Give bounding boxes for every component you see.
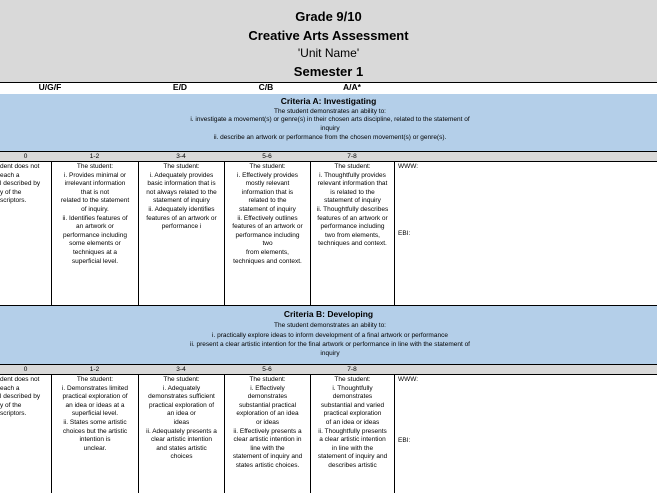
criteria-b-line: The student demonstrates an ability to:	[273, 322, 386, 329]
descriptor-line: i. Demonstrates limited	[61, 384, 129, 392]
descriptor-line: two	[262, 240, 273, 248]
descriptor-line: clear artistic intention	[150, 436, 213, 444]
descriptor-line: ii. Adequately identifies	[148, 205, 215, 213]
descriptor-line: an idea or ideas at a	[65, 401, 125, 409]
descriptor-line: clear artistic intention in	[233, 436, 302, 444]
descriptor-line: techniques and context.	[318, 240, 387, 248]
descriptor-line: performance including	[320, 223, 385, 231]
descriptor-line: ii. Thoughtfully describes	[316, 205, 389, 213]
descriptor-line: features of an artwork or	[232, 223, 303, 231]
descriptor-line: i. Thoughtfully provides	[319, 171, 386, 179]
band-label: 3-4	[176, 153, 186, 160]
descriptor-line: demonstrates	[332, 393, 373, 401]
descriptor-line: some elements or	[69, 240, 121, 248]
document-header	[0, 0, 657, 82]
descriptor-line: ii. Identifies features of	[62, 214, 128, 222]
descriptor-line: features of an artwork or	[317, 214, 388, 222]
www-label: WWW:	[398, 376, 419, 383]
descriptor-line: statement of inquiry	[324, 197, 381, 205]
descriptor-line: substantial and varied	[320, 401, 385, 409]
descriptor-line: from elements,	[246, 248, 289, 256]
descriptor-band-1-2	[52, 375, 139, 493]
descriptor-line: superficial level.	[71, 257, 119, 265]
www-label: WWW:	[398, 163, 419, 170]
criteria-a-line: i. investigate a movement(s) or genre(s) in their chosen arts discipline, related to the statement of	[190, 116, 470, 123]
criteria-b-descriptor-row	[0, 375, 657, 493]
descriptor-line: ii. Effectively presents a	[233, 427, 302, 435]
descriptor-line: intention is	[79, 436, 111, 444]
descriptor-line: dent does not	[0, 376, 40, 383]
criteria-a-line: The student demonstrates an ability to:	[273, 108, 386, 115]
grade-title: Grade 9/10	[295, 9, 362, 24]
descriptor-line: performance i	[161, 223, 202, 231]
descriptor-line: a clear artistic intention	[319, 436, 386, 444]
descriptor-line: i. Adequately	[162, 384, 201, 392]
criteria-a-title: Criteria A: Investigating	[280, 96, 377, 106]
criteria-b-line: i. practically explore ideas to inform development of a final artwork or performance	[212, 332, 448, 339]
descriptor-line: The student:	[163, 163, 200, 170]
descriptor-line: The student:	[163, 376, 200, 383]
descriptor-line: relevant information that	[317, 180, 388, 188]
descriptor-line: statement of inquiry	[153, 197, 210, 205]
descriptor-line: i. Provides minimal or	[63, 171, 127, 179]
descriptor-line: demonstrates	[247, 393, 288, 401]
descriptor-line: information that is	[241, 188, 294, 196]
descriptor-line: The student:	[76, 163, 114, 170]
ebi-label: EBI:	[398, 230, 411, 237]
descriptor-line: practical exploration of	[62, 393, 128, 401]
unit-name: 'Unit Name'	[297, 46, 360, 60]
descriptor-line: i. Effectively	[250, 384, 285, 392]
descriptor-line: The student:	[334, 163, 371, 170]
descriptor-line: mostly relevant	[245, 180, 290, 188]
descriptor-line: exploration of an idea	[236, 410, 299, 418]
descriptor-line: The student:	[249, 376, 286, 383]
band-label: 0	[23, 153, 28, 160]
descriptor-line: features of an artwork or	[146, 214, 217, 222]
descriptor-line: i. Effectively provides	[237, 171, 298, 179]
band-label: 3-4	[176, 366, 186, 373]
descriptor-line: or ideas	[255, 418, 280, 426]
criteria-b-line: ii. present a clear artistic intention for the final artwork or performance in line with the statement of	[190, 341, 470, 348]
descriptor-line: i. Adequately provides	[149, 171, 214, 179]
descriptor-line: not always related to the	[146, 188, 217, 196]
descriptor-line: scriptors.	[0, 197, 27, 205]
descriptor-line: statement of inquiry and	[317, 453, 388, 461]
band-label: 5-6	[262, 366, 272, 373]
descriptor-line: techniques at a	[72, 248, 118, 256]
descriptor-line: statement of inquiry and	[232, 453, 303, 461]
ebi-label: EBI:	[398, 437, 411, 444]
band-label: 7-8	[347, 366, 357, 373]
descriptor-line: superficial level.	[71, 410, 119, 418]
descriptor-line: i. Thoughtfully	[332, 384, 373, 392]
grade-band-ugf: U/G/F	[38, 82, 62, 92]
descriptor-line: The student:	[334, 376, 371, 383]
criteria-b-line: inquiry	[320, 350, 340, 357]
descriptor-line: The student:	[249, 163, 286, 170]
criteria-a-header	[0, 94, 657, 152]
band-label: 5-6	[262, 153, 272, 160]
descriptor-line: line with the	[250, 444, 285, 452]
descriptor-line: each a	[0, 171, 20, 179]
descriptor-line: ii. Thoughtfully presents	[318, 427, 387, 435]
descriptor-line: that is not	[80, 188, 110, 196]
descriptor-band-3-4	[139, 375, 225, 493]
descriptor-line: y of the	[0, 188, 22, 196]
descriptor-line: ii. Effectively outlines	[237, 214, 298, 222]
descriptor-line: techniques and context.	[233, 257, 302, 265]
descriptor-line: l described by	[0, 393, 41, 401]
descriptor-line: choices	[170, 453, 193, 461]
descriptor-band-0	[0, 162, 52, 305]
descriptor-line: y of the	[0, 401, 22, 409]
descriptor-line: statement of inquiry	[239, 205, 296, 213]
criteria-b-header	[0, 306, 657, 365]
descriptor-line: an idea or	[167, 410, 196, 418]
descriptor-line: practical exploration of	[148, 401, 215, 409]
criteria-a-band-row	[0, 152, 657, 162]
descriptor-line: an artwork or	[76, 223, 114, 231]
descriptor-line: related to the statement	[60, 197, 130, 205]
band-label: 1-2	[89, 153, 100, 160]
criteria-a-descriptor-row	[0, 162, 657, 306]
descriptor-line: The student:	[76, 376, 114, 383]
criteria-b-title: Criteria B: Developing	[283, 309, 374, 319]
descriptor-line: related to the	[248, 197, 287, 205]
descriptor-line: choices but the artistic	[62, 427, 128, 435]
descriptor-line: of inquiry.	[81, 205, 109, 213]
descriptor-line: dent does not	[0, 163, 40, 170]
grade-band-cb: C/B	[258, 82, 274, 92]
grade-band-ed: E/D	[172, 82, 188, 92]
descriptor-line: of an idea or ideas	[325, 418, 380, 426]
descriptor-line: describes artistic	[328, 461, 377, 469]
descriptor-band-1-2	[52, 162, 139, 305]
descriptor-band-3-4	[139, 162, 225, 305]
descriptor-line: irrelevant information	[64, 180, 126, 188]
descriptor-line: scriptors.	[0, 410, 27, 418]
descriptor-line: and states artistic	[156, 444, 207, 452]
descriptor-band-7-8	[311, 162, 395, 305]
descriptor-line: each a	[0, 384, 20, 392]
band-label: 0	[23, 366, 28, 373]
grade-band-aa: A/A*	[343, 82, 361, 92]
descriptor-line: demonstrates sufficient	[148, 393, 215, 401]
assessment-title: Creative Arts Assessment	[248, 28, 409, 43]
descriptor-line: practical exploration	[323, 410, 382, 418]
descriptor-line: unclear.	[83, 444, 107, 452]
semester-label: Semester 1	[293, 64, 364, 79]
descriptor-line: ii. States some artistic	[63, 418, 127, 426]
descriptor-line: states artistic choices.	[235, 461, 300, 469]
criteria-a-line: inquiry	[320, 125, 340, 132]
descriptor-line: in line with the	[331, 444, 374, 452]
descriptor-line: basic information that is	[147, 180, 216, 188]
descriptor-line: performance including	[63, 231, 127, 239]
descriptor-line: ii. Adequately presents a	[146, 427, 217, 435]
descriptor-line: is related to the	[330, 188, 375, 196]
descriptor-line: performance including	[235, 231, 300, 239]
criteria-a-line: ii. describe an artwork or performance from the chosen movement(s) or genre(s).	[213, 134, 447, 141]
descriptor-line: substantial practical	[238, 401, 297, 409]
band-label: 7-8	[347, 153, 357, 160]
descriptor-band-5-6	[225, 162, 311, 305]
descriptor-band-5-6	[225, 375, 311, 493]
descriptor-line: ideas	[173, 418, 190, 426]
descriptor-band-7-8	[311, 375, 395, 493]
descriptor-line: two from elements,	[325, 231, 380, 239]
descriptor-band-0	[0, 375, 52, 493]
criteria-b-band-row	[0, 365, 657, 375]
descriptor-line: l described by	[0, 180, 41, 188]
band-label: 1-2	[89, 366, 100, 373]
